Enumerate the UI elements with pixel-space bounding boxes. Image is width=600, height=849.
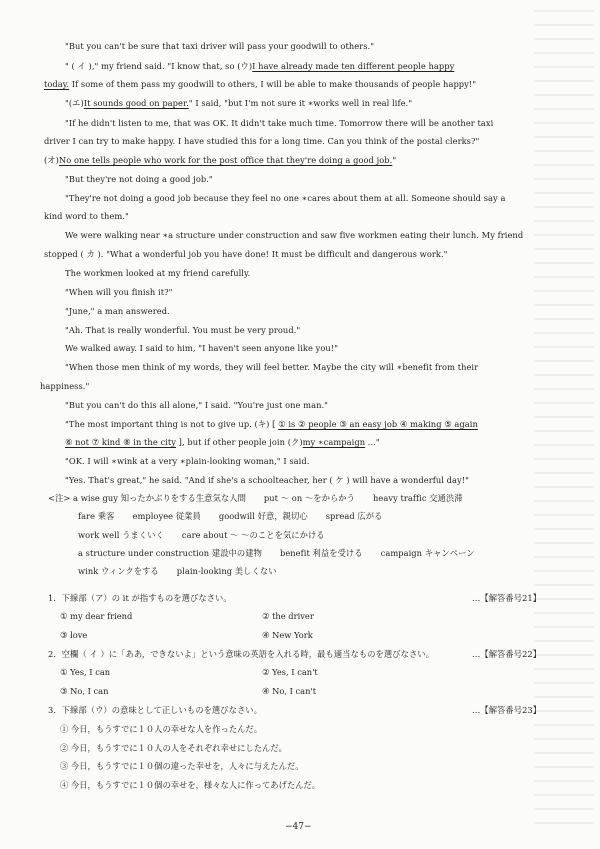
answer-option: ② 今日，もうすでに１０人の人をそれぞれ幸せにしたんだ。 — [60, 743, 287, 753]
passage-text: "June," a man answered. — [65, 306, 170, 316]
passage-text: "They're not doing a good job because they feel no one ∗cares about them at all. Someone should say a — [65, 193, 506, 203]
note-term: care about ～ ～のことを気にかける — [181, 530, 325, 540]
passage-text: (オ) — [44, 155, 59, 165]
note-term: put ～ on ～をからかう — [263, 493, 355, 503]
passage-line — [65, 41, 374, 52]
question-prompt: 2．空欄（ イ ）に「ああ，できないよ」という意味の英語を入れる時，最も適当なものを選びなさい。 — [48, 649, 434, 659]
answer-code: …【解答番号21】 — [472, 593, 542, 603]
answer-option: ④ New York — [262, 630, 313, 640]
passage-text: "OK. I will ∗wink at a very ∗plain-looking woman," I said. — [65, 456, 310, 466]
answer-option: ② Yes, I can't — [262, 667, 318, 677]
answer-option: ② the driver — [262, 611, 314, 621]
bleed-through — [534, 10, 594, 830]
passage-text: We were walking near ∗a structure under construction and saw five workmen eating their lunch. My friend — [65, 230, 524, 240]
passage-text: happiness." — [40, 381, 90, 391]
underlined-text: I have already made ten different people happy — [252, 61, 455, 71]
answer-option: ① 今日，もうすでに１０人の幸せな人を作ったんだ。 — [60, 724, 263, 734]
passage-text: We walked away. I said to him, "I haven't seen anyone like you!" — [65, 343, 339, 353]
note-term: heavy traffic 交通渋滞 — [373, 493, 463, 503]
passage-line — [65, 118, 493, 129]
passage-text: "But you can't be sure that taxi driver will pass your goodwill to others." — [65, 41, 375, 51]
passage-text: driver I can try to make happy. I have studied this for a long time. Can you think of the postal clerks?" — [44, 136, 480, 146]
passage-text: "Ah. That is really wonderful. You must be very proud." — [65, 325, 301, 335]
answer-code: …【解答番号22】 — [472, 649, 542, 659]
note-term: work well うまくいく — [78, 530, 164, 540]
passage-text: "If he didn't listen to me, that was OK. It didn't take much time. Tomorrow there will be another taxi — [65, 118, 494, 128]
passage-line — [44, 136, 479, 147]
passage-text: " ( イ )," my friend said. "I know that, so (ウ) — [65, 61, 253, 71]
answer-option: ③ No, I can — [60, 686, 109, 696]
note-line — [78, 511, 400, 522]
note-term: <注> a wise guy 知ったかぶりをする生意気な人間 — [48, 493, 246, 503]
passage-text: stopped ( カ ). "What a wonderful job you have done! It must be difficult and dangerous work." — [44, 249, 448, 259]
note-term: benefit 利益を受ける — [279, 548, 363, 558]
passage-line — [44, 249, 448, 260]
passage-line — [65, 287, 172, 298]
passage-text: ..." — [365, 437, 380, 447]
question-prompt: 3．下線部（ウ）の意味として正しいものを選びなさい。 — [48, 705, 263, 715]
underlined-text: No one tells people who work for the post office that they're doing a good job. — [58, 155, 393, 165]
passage-text: If some of them pass my goodwill to others, I will be able to make thousands of people happy!" — [69, 79, 477, 89]
passage-line — [65, 456, 309, 467]
passage-line — [65, 325, 300, 336]
note-term: campaign キャンペーン — [380, 548, 475, 558]
passage-text: " I said, "but I'm not sure it ∗works well in real life." — [188, 98, 413, 108]
passage-line — [65, 362, 478, 373]
passage-text: "But you can't do this all alone," I said. "You're just one man." — [65, 400, 329, 410]
answer-option: ④ 今日，もうすでに１０個の幸せを，様々な人に作ってあげたんだ。 — [60, 780, 321, 790]
note-term: employee 従業員 — [132, 511, 201, 521]
passage-line — [65, 306, 170, 317]
passage-text: "When will you finish it?" — [65, 287, 173, 297]
passage-line — [65, 343, 338, 354]
answer-option: ① my dear friend — [60, 611, 133, 621]
answer-option: ③ 今日，もうすでに１０個の違った幸せを，人々に与えたんだ。 — [60, 761, 304, 771]
passage-line — [65, 437, 380, 448]
underlined-text: ① is ② people ③ an easy job ④ making ⑤ again — [278, 419, 478, 429]
passage-line — [65, 400, 328, 411]
passage-line — [65, 98, 412, 109]
passage-text: The workmen looked at my friend carefully. — [65, 268, 251, 278]
passage-line — [44, 155, 396, 166]
note-term: wink ウィンクをする — [78, 566, 159, 576]
passage-line — [40, 381, 89, 392]
note-line — [48, 493, 481, 504]
passage-text: "When those men think of my words, they will feel better. Maybe the city will ∗benefit from their — [65, 362, 479, 372]
question-prompt: 1．下線部（ア）の it が指すものを選びなさい。 — [48, 593, 232, 603]
answer-option: ④ No, I can't — [262, 686, 317, 696]
passage-line — [44, 211, 129, 222]
note-term: spread 広がる — [325, 511, 383, 521]
answer-code: …【解答番号23】 — [472, 705, 542, 715]
passage-line — [65, 174, 213, 185]
note-line — [78, 530, 343, 541]
passage-line — [65, 193, 505, 204]
passage-text: " — [392, 155, 397, 165]
underlined-text: today. — [44, 79, 70, 89]
passage-line — [65, 230, 523, 241]
passage-text: "But they're not doing a good job." — [65, 174, 213, 184]
note-line — [78, 566, 295, 577]
passage-text: "The most important thing is not to give up. (キ) [ — [65, 419, 279, 429]
underlined-text: my ∗campaign — [302, 437, 366, 447]
passage-line — [65, 268, 250, 279]
note-term: fare 乗客 — [78, 511, 115, 521]
passage-line — [65, 475, 469, 486]
passage-line — [65, 61, 454, 72]
passage-text: kind word to them." — [44, 211, 129, 221]
note-term: goodwill 好意，親切心 — [218, 511, 308, 521]
passage-text: "Yes. That's great," he said. "And if she's a schoolteacher, her ( ケ ) will have a wonderful day!" — [65, 475, 469, 485]
passage-line — [44, 79, 476, 90]
passage-text: ], but if other people join (ク) — [176, 437, 303, 447]
underlined-text: ⑥ not ⑦ kind ⑧ in the city — [65, 437, 176, 447]
passage-text: "(エ) — [65, 98, 84, 108]
underlined-text: It sounds good on paper. — [83, 98, 189, 108]
passage-line — [65, 419, 478, 430]
page-number: −47− — [285, 822, 312, 832]
note-term: plain-looking 美しくない — [176, 566, 277, 576]
note-term: a structure under construction 建設中の建物 — [78, 548, 262, 558]
answer-option: ③ love — [60, 630, 88, 640]
note-line — [78, 548, 493, 559]
answer-option: ① Yes, I can — [60, 667, 111, 677]
